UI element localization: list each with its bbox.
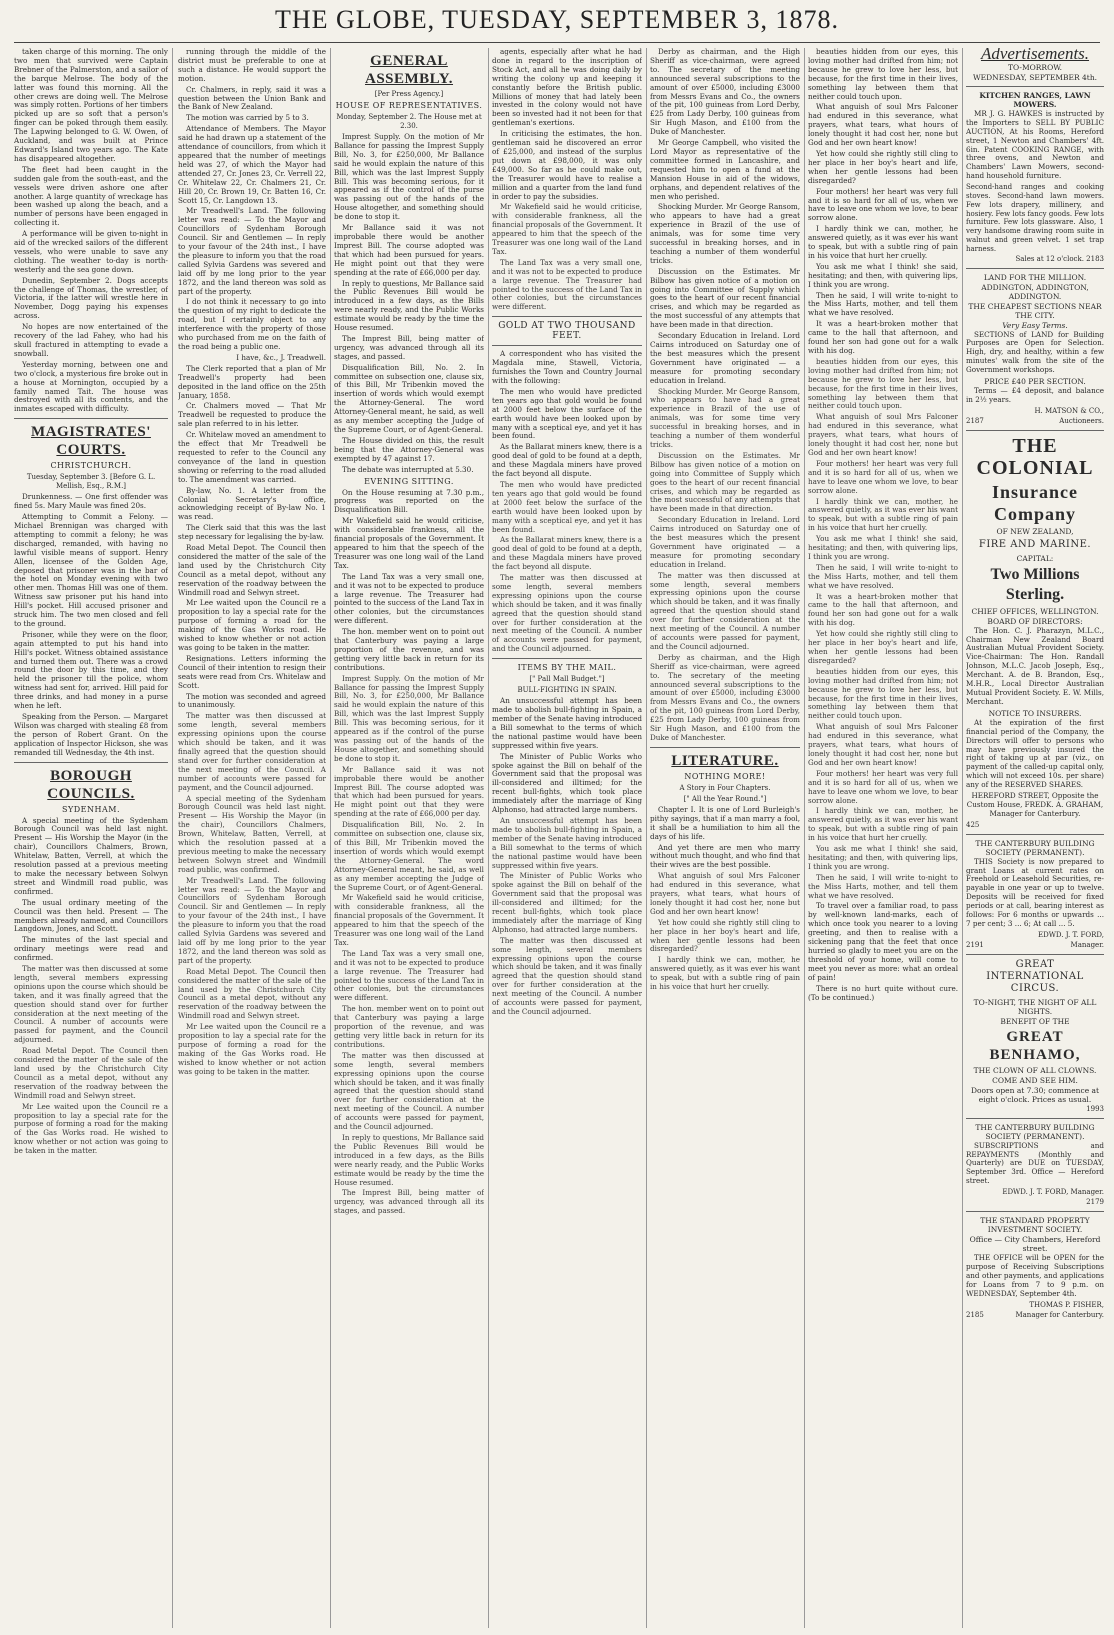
article-paragraph: I do not think it necessary to go into the question of my right to dedicate the road, but I certainly object to any interference with the property of those who purchased from me on the faith of the road being a public one.	[178, 297, 326, 351]
article-paragraph: The motion was carried by 5 to 3.	[186, 113, 309, 123]
article-paragraph: Mr Ballance said it was not improbable there would be another Imprest Bill. The course adopted was that which had been pursued for years. He might point out that they were spending at the rate of £66,000 per day.	[334, 223, 484, 277]
article-paragraph: To travel over a familiar road, to pass by well-known land-marks, each of which once took you nearer to a loving greeting, and then to realise with a sickening pang that the feet that once hurried so gladly to meet you are on the threshold of your home, will come to meet you never as more: what an ordeal of pain!	[808, 901, 958, 982]
circus-benefit: BENEFIT OF THE	[1000, 1016, 1070, 1026]
article-paragraph: Dunedin, September 2. Dogs accepts the challenge of Thomas, the wrestler, of Victoria, if the latter will wrestle here in November, Dogg paying his expenses across.	[14, 275, 168, 321]
ad-rule	[966, 268, 1104, 269]
section-heading-gold: GOLD AT TWO THOUSAND FEET.	[498, 321, 636, 342]
press-credit: [Per Press Agency.]	[374, 90, 444, 98]
ad-title: LAND FOR THE MILLION.	[983, 272, 1087, 282]
ad-agent: EDWD. J. T. FORD, Manager.	[1002, 1188, 1104, 1197]
article-paragraph: The Imprest Bill, being matter of urgency, was advanced through all its stages, and passed.	[334, 333, 484, 361]
ad-rule	[966, 954, 1104, 955]
article-paragraph: The matter was then discussed at some length, several members expressing opinions upon the course which should be taken, and it was finally agreed that the question should stand over for further consideration at the next meeting of the Council. A number of accounts were passed for payment, and the Council adjourned.	[178, 711, 326, 792]
article-paragraph: The matter was then discussed at some length, several members expressing opinions upon the course which should be taken, and it was finally agreed that the question should stand over for further consideration at the next meeting of the Council. A number of accounts were passed for payment, and the Council adjourned.	[14, 964, 168, 1045]
ad-footer	[966, 1311, 1104, 1320]
ad-rule	[966, 1211, 1104, 1212]
ad-title: THE CANTERBURY BUILDING SOCIETY (PERMANENT).	[975, 838, 1095, 857]
ad-title: KITCHEN RANGES, LAWN MOWERS.	[979, 90, 1091, 109]
article-paragraph: It was a heart-broken mother that came to the hall that afternoon, and found her son had gone out for a walk with his dog.	[808, 591, 958, 628]
sitting-meta: Monday, September 2. The House met at 2.30.	[336, 113, 482, 130]
ad-agent: THOMAS P. FISHER,	[1029, 1300, 1104, 1309]
article-paragraph: I hardly think we can, mother, he answered quietly, as it was ever his want to speak, but with a subtle ring of pain in his voice that hurt her cruelly.	[808, 806, 958, 843]
ad-place: ADDINGTON, ADDINGTON, ADDINGTON.	[981, 282, 1089, 301]
section-heading-borough: BOROUGH COUNCILS.	[47, 767, 135, 802]
column-1	[14, 48, 168, 1628]
court-meta: Tuesday, September 3. [Before G. L. Mellish, Esq., R.M.]	[26, 473, 156, 491]
ad-number: 425	[966, 820, 980, 829]
article-paragraph: Prisoner, while they were on the floor, again attempted to put his hand into Hill's pocket. Witness obtained assistance and turned them out. There was a crowd round the door by this time, and they held the prisoner till the police, whom witness had sent for, arrived. Hill paid for three drinks, and had money in a purse when he left.	[14, 629, 168, 711]
ad-rule	[966, 834, 1104, 835]
insurance-kind: FIRE AND MARINE.	[978, 538, 1092, 550]
article-paragraph: By-law, No. 1. A letter from the Colonial Secretary's office, acknowledging receipt of By-law No. 1 was read.	[178, 485, 326, 522]
circus-clown: THE CLOWN OF ALL CLOWNS.	[973, 1065, 1097, 1075]
article-paragraph: The Minister of Public Works who spoke against the Bill on behalf of the Government said that the proposal was ill-considered and illtimed; for the recent bull-fights, which took place immediately after the marriage of King Alphonso, had attracted large numbers.	[492, 751, 642, 815]
circus-name: GREAT BENHAMO,	[989, 1028, 1081, 1063]
article-paragraph: The Clerk reported that a plan of Mr Treadwell's property had been deposited in the land office on the 25th January, 1858.	[178, 363, 326, 400]
ad-number: 2185	[966, 1310, 984, 1319]
article-paragraph: The matter was then discussed at some length, several members expressing opinions upon the course which should be taken, and it was finally agreed that the question should stand over for further consideration at the next meeting of the Council. A number of accounts were passed for payment, and the Council adjourned.	[334, 1050, 484, 1132]
column-rule	[804, 48, 805, 1628]
article-paragraph: agents, especially after what he had done in regard to the inscription of Stock Act, and all he was doing daily by writing the colony up and keeping it constantly before the British public. Millions of money that had lately been invested in the colony would not have been so invested had it not been for that gentleman's exertions.	[492, 48, 642, 128]
article-paragraph: Imprest Supply. On the motion of Mr Ballance for passing the Imprest Supply Bill, No. 3, for £250,000, Mr Ballance said he would explain the nature of this Bill, which was the last Imprest Supply Bill. This was becoming serious, for it appeared as if the control of the purse was passing out of the hands of the House altogether, and something should be done to stop it.	[334, 673, 484, 763]
article-paragraph: What anguish of soul Mrs Falconer had endured in this severance, what prayers, what tears, what hours of lonely thought it had cost her, none but God and her own heart know!	[808, 722, 958, 767]
masthead-rule	[14, 42, 1100, 43]
article-paragraph: You ask me what I think! she said, hesitating; and then, with quivering lips, I think you are wrong.	[808, 844, 958, 871]
article-paragraph: Discussion on the Estimates. Mr Bilbow has given notice of a motion on going into Committee of Supply which goes to the heart of our recent financial crises, and which may be regarded as the most successful of any attempts that have been made in that direction.	[650, 266, 800, 330]
article-paragraph: Cr. Chalmers, in reply, said it was a question between the Union Bank and the Bank of New Zealand.	[178, 84, 326, 112]
article-paragraph: Disqualification Bill, No. 2. In committee on subsection one, clause six, of this Bill, Mr Tribenkin moved the insertion of words which would exempt the Attorney-General. The word Attorney-General meant, he said, as well as any member accepting the Judge of the Supreme Court, or of Agent-General.	[334, 362, 484, 434]
ad-body: MR J. G. HAWKES is instructed by the Importers to SELL BY PUBLIC AUCTION, At his Rooms, Hereford street, 1 Newton and Chambers' 4ft. 6in. Patent COOKING RANGE, with three ovens, and Newton and Chambers' Lawn Mowers, second-hand household furniture.	[966, 108, 1104, 181]
article-paragraph: Imprest Supply. On the motion of Mr Ballance for passing the Imprest Supply Bill, No. 3, for £250,000, Mr Ballance said he would explain the nature of this Bill, which was the last Imprest Supply Bill. This was becoming serious, for it appeared as if the control of the purse was passing out of the hands of the House altogether, and something should be done to stop it.	[334, 132, 484, 222]
circus-doors: Doors open at 7.30; commence at eight o'clock. Prices as usual.	[970, 1085, 1100, 1104]
ad-subtitle: OF NEW ZEALAND,	[996, 526, 1074, 536]
article-paragraph: What anguish of soul Mrs Falconer had endured in this severance, what prayers, what tears, what hours of lonely thought it had cost her, none but God and her own heart know!	[650, 871, 800, 916]
ad-date: WEDNESDAY, SEPTEMBER 4th.	[972, 72, 1098, 82]
section-rule	[492, 345, 642, 346]
article-paragraph: Yet how could she rightly still cling to her place in her boy's heart and life, when her gentle lessons had been disregarded?	[808, 629, 958, 665]
article-paragraph: As the Ballarat miners knew, there is a good deal of gold to be found at a depth, and these Magdala miners have proved the fact beyond all dispute.	[492, 442, 642, 479]
article-paragraph: Mr Wakefield said he would criticise, with considerable frankness, all the financial proposals of the Government. It appeared to him that the speech of the Treasurer was one long wail of the Land Tax.	[492, 202, 642, 256]
article-paragraph: Attempting to Commit a Felony. — Michael Brennigan was charged with attempting to commit a felony; he was discharged, remanded, with having no lawful visible means of support. Henry Allen, licensee of the Golden Age, deposed that prisoner was in the bar of the hotel on Monday evening with two other men. Thomas Hill was one of them. Witness saw prisoner put his hand into Hill's pocket. Hill accused prisoner and struck him. The two men closed and fell to the ground.	[14, 512, 168, 628]
article-paragraph: On the House resuming at 7.30 p.m., progress was reported on the Disqualification Bill.	[334, 487, 484, 515]
column-4	[492, 48, 642, 1628]
notice-heading: NOTICE TO INSURERS.	[988, 708, 1082, 718]
article-paragraph: The usual ordinary meeting of the Council was then held. Present — The members already named, and Councillors Langdown, Jones, and Scott.	[14, 897, 168, 934]
article-paragraph: What anguish of soul Mrs Falconer had endured in this severance, what prayers, what tears, what hours of lonely thought it had cost her, none but God and her own heart know!	[808, 412, 958, 457]
article-paragraph: Road Metal Depot. The Council then considered the matter of the sale of the land used by the Christchurch City Council as a metal depot, without any reservation of the roadway between the Windmill road and Selwyn street.	[178, 966, 326, 1021]
column-6	[808, 48, 958, 1628]
ad-rule	[966, 86, 1104, 87]
article-paragraph: I hardly think we can, mother, he answered quietly, as it was ever his want to speak, but with a subtle ring of pain in his voice that hurt her cruelly.	[808, 224, 958, 260]
article-paragraph: Cr. Chalmers moved — That Mr Treadwell be requested to produce the sale plan referred to in his letter.	[178, 401, 326, 429]
ad-title: THE CANTERBURY BUILDING SOCIETY (PERMANENT).	[975, 1122, 1095, 1141]
column-rule	[962, 48, 963, 1628]
article-paragraph: The Imprest Bill, being matter of urgency, was advanced through all its stages, and passed.	[334, 1188, 484, 1216]
article-paragraph: Road Metal Depot. The Council then considered the matter of the sale of the land used by the Christchurch City Council as a metal depot, without any reservation of the roadway between the Windmill road and Selwyn street.	[14, 1046, 168, 1100]
ad-role: Auctioneers.	[1059, 416, 1104, 425]
article-paragraph: Then he said, I will write to-night to the Miss Harts, mother, and tell them what we have resolved.	[808, 562, 958, 590]
article-paragraph: Then he said, I will write to-night to the Miss Harts, mother, and tell them what we have resolved.	[808, 290, 958, 318]
article-paragraph: The minutes of the last special and ordinary meetings were read and confirmed.	[14, 935, 168, 963]
article-paragraph: beauties hidden from our eyes, this loving mother had drifted from him; not because he grew to love her less, but because, for the first time in their lives, something lay between them that neither could touch upon.	[808, 48, 958, 101]
article-paragraph: The men who would have predicted ten years ago that gold would be found at 2000 feet below the surface of the earth would have been looked upon by many with a sceptical eye, and yet it has been found.	[492, 479, 642, 534]
section-subheading: CHRISTCHURCH.	[50, 461, 132, 471]
insurance-title: THE COLONIAL	[976, 434, 1094, 479]
article-paragraph: Drunkenness. — One first offender was fined 5s. Mary Maule was fined 20s.	[14, 492, 168, 511]
ad-body: SUBSCRIPTIONS and REPAYMENTS (Monthly and Quarterly) are DUE on TUESDAY, September 3rd. Office — Hereford street.	[966, 1140, 1104, 1186]
article-paragraph: Derby as chairman, and the High Sheriff as vice-chairman, were agreed to. The secretary of the meeting announced several subscriptions to the amount of over £5000, including £3000 from Messrs Evans and Co., the owners of the pit, 100 guineas from Lord Derby, £25 from Lady Derby, 100 guineas from Sir Hugh Mason, and £100 from the Duke of Manchester.	[650, 652, 800, 742]
article-paragraph: In reply to questions, Mr Ballance said the Public Revenues Bill would be introduced in a few days, as the Bills were nearly ready, and the Public Works estimate would be ready by the time the House resumed.	[334, 278, 484, 333]
section-heading-literature: LITERATURE.	[671, 752, 779, 769]
article-paragraph: Four mothers! her heart was very full and it is so hard for all of us, when we have to leave one whom we love, to bear sorrow alone.	[808, 186, 958, 223]
story-title: NOTHING MORE!	[684, 771, 766, 781]
article-paragraph: Mr Wakefield said he would criticise, with considerable frankness, all the financial proposals of the Government. It appeared to him that the speech of the Treasurer was one long wail of the Land Tax.	[334, 516, 484, 570]
article-paragraph: beauties hidden from our eyes, this loving mother had drifted from him; not because he grew to love her less, but because, for the first time in their lives, something lay between them that neither could touch upon.	[808, 666, 958, 721]
article-paragraph: taken charge of this morning. The only two men that survived were Captain Brebner of the Palmerston, and a sailor of the barque Melrose. The body of the latter was found this morning. All the other crews are doing well. The Melrose was simply rotten. Portions of her timbers picked up are so soft that a person's finger can be poked through them easily. The Lapwing belonged to G. W. Owen, of Auckland, and was built at Prince Edward's Island two years ago. The Kate has disappeared altogether.	[14, 48, 168, 163]
section-subheading: SYDENHAM.	[61, 804, 120, 814]
article-paragraph: beauties hidden from our eyes, this loving mother had drifted from him; not because he grew to love her less, but because, for the first time in their lives, something lay between them that neither could touch upon.	[808, 356, 958, 411]
advertisements-heading: Advertisements.	[980, 48, 1090, 63]
ad-subtitle: Office — City Chambers, Hereford street.	[969, 1234, 1101, 1253]
article-paragraph: Mr Lee waited upon the Council re a proposition to lay a special rate for the purpose of forming a road for the making of the Gas Works road. He wished to know whether or not action was going to be taken in the matter.	[178, 1022, 326, 1076]
circus-tonight: TO-NIGHT, THE NIGHT OF ALL NIGHTS.	[973, 997, 1097, 1016]
section-heading-assembly: GENERAL ASSEMBLY.	[364, 53, 454, 87]
article-paragraph: Attendance of Members. The Mayor said he had drawn up a statement of the attendance of councillors, from which it appeared that the number of meetings held was 27, of which the Mayor had attended 27, Cr. Jones 23, Cr. Verrell 22, Cr. Whitelaw 22, Cr. Chalmers 21, Cr. Hill 20, Cr. Brown 19, Cr. Batten 16, Cr. Scott 15, Cr. Langdown 13.	[178, 124, 326, 205]
column-rule	[330, 48, 331, 1628]
article-paragraph: Speaking from the Person. — Margaret Wilson was charged with stealing £8 from the person of Robert Grant. On the application of Inspector Hickson, she was remanded till Wednesday, the 4th inst.	[14, 712, 168, 757]
story-meta: A Story in Four Chapters.	[679, 783, 771, 792]
ad-rule	[966, 430, 1104, 431]
article-paragraph: As the Ballarat miners knew, there is a good deal of gold to be found at a depth, and these Magdala miners have proved the fact beyond all dispute.	[492, 535, 642, 572]
article-paragraph: In criticising the estimates, the hon. gentleman said he discovered an error of £25,000, and instead of the surplus put down at £98,000, it was only £49,000. So far as he could make out, the Treasurer would have to realise a million and a quarter from the land fund in order to pay the subsidies.	[492, 129, 642, 201]
article-paragraph: Shocking Murder. Mr George Ransom, who appears to have had a great experience in Brazil of the use of animals, was for some time very successful in breaking horses, and in teaching a number of them wonderful tricks.	[650, 386, 800, 449]
ad-body: THE OFFICE will be OPEN for the purpose of Receiving Subscriptions and other payments, and applications for Loans from 7 to 9 p.m. on WEDNESDAY, September 4th.	[966, 1252, 1104, 1298]
article-paragraph: You ask me what I think! she said, hesitating; and then, with quivering lips, I think you are wrong.	[808, 534, 958, 561]
article-paragraph: The motion was seconded and agreed to unanimously.	[178, 691, 326, 710]
section-rule	[14, 418, 168, 419]
masthead: THE GLOBE, TUESDAY, SEPTEMBER 3, 1878.	[274, 5, 840, 34]
article-paragraph: Mr Lee waited upon the Council re a proposition to lay a special rate for the purpose of forming a road for the making of the Gas Works road. He wished to know whether or not action was going to be taken in the matter.	[14, 1101, 168, 1156]
article-paragraph: You ask me what I think! she said, hesitating; and then, with quivering lips, I think you are wrong.	[808, 261, 958, 289]
ad-price: PRICE £40 PER SECTION.	[984, 377, 1086, 387]
article-paragraph: What anguish of soul Mrs Falconer had endured in this severance, what prayers, what tears, what hours of lonely thought it had cost her, none but God and her own heart know!	[808, 102, 958, 148]
article-paragraph: No hopes are now entertained of the recovery of the lad Fahey, who had his skull fractured in attempting to evade a snowball.	[14, 322, 168, 358]
ad-number: 2179	[1086, 1198, 1104, 1207]
article-paragraph: Yet how could she rightly still cling to her place in her boy's heart and life, when her gentle lessons had been disregarded?	[808, 148, 958, 185]
article-paragraph: The matter was then discussed at some length, several members expressing opinions upon the course which should be taken, and it was finally agreed that the question should stand over for further consideration at the next meeting of the Council. A number of accounts were passed for payment, and the Council adjourned.	[650, 570, 800, 651]
article-paragraph: An unsuccessful attempt has been made to abolish bull-fighting in Spain, a member of the Senate having introduced a Bill somewhat to the terms of which the national pastime would have been suppressed within five years.	[492, 815, 642, 870]
section-heading-magistrates: MAGISTRATES' COURTS.	[31, 424, 151, 459]
column-rule	[488, 48, 489, 1628]
ad-title: THE STANDARD PROPERTY INVESTMENT SOCIETY.	[980, 1215, 1090, 1234]
column-5	[650, 48, 800, 1628]
article-paragraph: The matter was then discussed at some length, several members expressing opinions upon the course which should be taken, and it was finally agreed that the question should stand over for further consideration at the next meeting of the Council. A number of accounts were passed for payment, and the Council adjourned.	[492, 935, 642, 1016]
article-paragraph: The Land Tax was a very small one, and it was not to be expected to produce a large revenue. The Treasurer had pointed to the success of the Land Tax in other colonies, but the circumstances were different.	[334, 571, 484, 626]
ad-list: Second-hand ranges and cooking stoves. Second-hand lawn mowers. Few lots drapery, millinery, and hosiery. Few lots fancy goods. Few lots furniture. Few lots glassware. Also, 1 very handsome drawing room suite in walnut and green velvet. 1 set trap harness.	[966, 183, 1104, 253]
column-2	[178, 48, 326, 1628]
article-paragraph: An unsuccessful attempt has been made to abolish bull-fighting in Spain, a member of the Senate having introduced a Bill somewhat to the terms of which the national pastime would have been suppressed within five years.	[492, 696, 642, 750]
article-paragraph: Mr Lee waited upon the Council re a proposition to lay a special rate for the purpose of forming a road for the making of the Gas Works road. He wished to know whether or not action was going to be taken in the matter.	[178, 598, 326, 652]
article-paragraph: A correspondent who has visited the Magdala mine, Stawell, Victoria, furnishes the Town and Country Journal with the following:	[492, 349, 642, 385]
circus-come: COME AND SEE HIM.	[992, 1075, 1078, 1085]
ad-number: 1993	[1086, 1104, 1104, 1113]
section-subheading: HOUSE OF REPRESENTATIVES.	[335, 101, 483, 110]
ad-body: Terms — £4 deposit, and balance in 2½ years.	[966, 386, 1104, 404]
article-paragraph: A special meeting of the Sydenham Borough Council was held last night. Present — His Worship the Mayor (in the chair), Councillors Chalmers, Brown, Whitelaw, Batten, Verrell, at which the resolution passed at a previous meeting to make the necessary between Solwyn street and Windmill road public, was confirmed.	[178, 793, 326, 874]
circus-title: GREAT INTERNATIONAL CIRCUS.	[986, 958, 1084, 994]
article-paragraph: Shocking Murder. Mr George Ransom, who appears to have had a great experience in Brazil of the use of animals, was for some time very successful in breaking horses, and in teaching a number of them wonderful tricks.	[650, 202, 800, 265]
ad-number: 2191	[966, 940, 984, 949]
article-paragraph: I hardly think we can, mother, he answered quietly, as it was ever his want to speak, but with a subtle ring of pain in his voice that hurt her cruelly.	[650, 955, 800, 992]
ad-footer	[966, 941, 1104, 950]
article-paragraph: Derby as chairman, and the High Sheriff as vice-chairman, were agreed to. The secretary of the meeting announced several subscriptions to the amount of over £5000, including £3000 from Messrs Evans and Co., the owners of the pit, 100 guineas from Lord Derby, £25 from Lady Derby, 100 guineas from Sir Hugh Mason, and £100 from the Duke of Manchester.	[650, 48, 800, 137]
article-paragraph: Mr George Campbell, who visited the Lord Mayor as representative of the committee formed in Lancashire, and requested him to open a fund at the Mansion House in aid of the widows, orphans, and dependent relatives of the men who perished.	[650, 138, 800, 201]
article-paragraph: The matter was then discussed at some length, several members expressing opinions upon the course which should be taken, and it was finally agreed that the question should stand over for further consideration at the next meeting of the Council. A number of accounts were passed for payment, and the Council adjourned.	[492, 573, 642, 654]
article-paragraph: In reply to questions, Mr Ballance said the Public Revenues Bill would be introduced in a few days, as the Bills were nearly ready, and the Public Works estimate would be ready by the time the House resumed.	[334, 1132, 484, 1187]
article-paragraph: Mr Wakefield said he would criticise, with considerable frankness, all the financial proposals of the Government. It appeared to him that the speech of the Treasurer was one long wail of the Land Tax.	[334, 893, 484, 947]
ad-agent: H. MATSON & CO.,	[1034, 406, 1104, 415]
article-paragraph: The Land Tax was a very small one, and it was not to be expected to produce a large revenue. The Treasurer had pointed to the success of the Land Tax in other colonies, but the circumstances were different.	[334, 948, 484, 1003]
ad-body: At the expiration of the first financial period of the Company, the Directors will offer to persons who may have previously insured the right of taking up at par (viz., on payment of the called-up capital only, which will not exceed 10s. per share) any of the RESERVED SHARES.	[966, 717, 1104, 790]
article-paragraph: I hardly think we can, mother, he answered quietly, as it was ever his want to speak, but with a subtle ring of pain in his voice that hurt her cruelly.	[808, 496, 958, 533]
column-rule	[172, 48, 173, 1628]
ad-footer	[966, 417, 1104, 426]
insurance-title: Insurance Company	[991, 481, 1078, 524]
article-paragraph: The Land Tax was a very small one, and it was not to be expected to produce a large revenue. The Treasurer had pointed to the success of the Land Tax in other colonies, but the circumstances were different.	[492, 257, 642, 312]
ad-number: 2183	[1086, 254, 1104, 263]
article-paragraph: The Clerk said that this was the last step necessary for legalising the by-law.	[178, 523, 326, 542]
ad-footer	[966, 255, 1104, 264]
ad-sale-time: Sales at 12 o'clock.	[1015, 254, 1084, 263]
article-paragraph: The debate was interrupted at 5.30.	[342, 464, 474, 474]
ad-body: HEREFORD STREET, Opposite the Custom House, FREDK. A. GRAHAM, Manager for Canterbury.	[966, 791, 1104, 818]
article-paragraph: The fleet had been caught in the sudden gale from the south-east, and the vessels were driven ashore one after another. A large quantity of wreckage has been washed up along the beach, and a number of persons have been engaged in collecting it.	[14, 164, 168, 228]
ad-terms: Very Easy Terms.	[1002, 320, 1068, 330]
ad-subtitle: THE CHEAPEST SECTIONS NEAR THE CITY.	[968, 301, 1102, 320]
press-credit: [" Pall Mall Budget."]	[529, 675, 605, 684]
article-paragraph: A performance will be given to-night in aid of the wrecked sailors of the different vessels, who were unable to save any clothing. The weather to-day is north-westerly and the sea gone down.	[14, 229, 168, 274]
article-paragraph: Discussion on the Estimates. Mr Bilbow has given notice of a motion on going into Committee of Supply which goes to the heart of our recent financial crises, and which may be regarded as the most successful of any attempts that have been made in that direction.	[650, 450, 800, 514]
section-subheading: EVENING SITTING.	[364, 476, 454, 486]
article-paragraph: Resignations. Letters informing the Council of their intention to resign their seats were read from Crs. Whitelaw and Scott.	[178, 653, 326, 690]
article-paragraph: And yet there are men who marry without much thought, and who find that their wives are the best possible.	[650, 842, 800, 870]
ad-agent: EDWD. J. T. FORD,	[1038, 930, 1104, 939]
ad-body: SECTIONS of LAND for Building Purposes are Open for Selection. High, dry, and healthy, within a few minutes' walk from the site of the Government workshops.	[966, 329, 1104, 375]
article-paragraph: The House divided on this, the result being that the Attorney-General was exempted by 47 against 17.	[334, 435, 484, 463]
board-heading: BOARD OF DIRECTORS:	[987, 616, 1083, 626]
article-paragraph: Cr. Whitelaw moved an amendment to the effect that Mr Treadwell be requested to refer to the Council any conveyance of the land in question showing or referring to the road alluded to. The amendment was carried.	[178, 430, 326, 484]
ad-role: Manager.	[1070, 940, 1104, 949]
article-paragraph: Yet how could she rightly still cling to her place in her boy's heart and life, when her gentle lessons had been disregarded?	[650, 917, 800, 954]
article-paragraph: Secondary Education in Ireland. Lord Cairns introduced on Saturday one of the best measures which the present Government have originated — a measure for promoting secondary education in Ireland.	[650, 515, 800, 569]
article-paragraph: Disqualification Bill, No. 2. In committee on subsection one, clause six, of this Bill, Mr Tribenkin moved the insertion of words which would exempt the Attorney-General. The word Attorney-General meant, he said, as well as any member accepting the Judge of the Supreme Court, or of Agent-General.	[334, 820, 484, 892]
capital-amount: Two Millions Sterling.	[990, 565, 1080, 603]
article-paragraph: Mr Ballance said it was not improbable there would be another Imprest Bill. The course adopted was that which had been pursued for years. He might point out that they were spending at the rate of £66,000 per day.	[334, 764, 484, 819]
article-paragraph: The Minister of Public Works who spoke against the Bill on behalf of the Government said that the proposal was ill-considered and illtimed; for the recent bull-fights, which took place immediately after the marriage of King Alphonso, had attracted large numbers.	[492, 871, 642, 934]
article-paragraph: Road Metal Depot. The Council then considered the matter of the sale of the land used by the Christchurch City Council as a metal depot, without any reservation of the roadway between the Windmill road and Selwyn street.	[178, 543, 326, 597]
article-paragraph: It was a heart-broken mother that came to the hall that afternoon, and found her son had gone out for a walk with his dog.	[808, 319, 958, 355]
section-heading-items: ITEMS BY THE MAIL.	[517, 663, 617, 673]
article-paragraph: Then he said, I will write to-night to the Miss Harts, mother, and tell them what we have resolved.	[808, 872, 958, 900]
section-rule	[492, 658, 642, 659]
article-paragraph: Secondary Education in Ireland. Lord Cairns introduced on Saturday one of the best measures which the present Government have originated — a measure for promoting secondary education in Ireland.	[650, 331, 800, 385]
ad-rule	[966, 1118, 1104, 1119]
article-paragraph: running through the middle of the district must be preferable to one at such a distance. He would support the motion.	[178, 48, 326, 83]
article-paragraph: The hon. member went on to point out that Canterbury was paying a large proportion of the revenue, and was getting very little back in return for its contributions.	[334, 1004, 484, 1049]
ad-number: 2187	[966, 416, 984, 425]
section-rule	[650, 747, 800, 748]
article-paragraph: Four mothers! her heart was very full and it is so hard for all of us, when we have to leave one whom we love, to bear sorrow alone.	[808, 458, 958, 495]
article-paragraph: There is no hurt quite without cure. (To be continued.)	[808, 983, 958, 1002]
ad-body: The Hon. C. J. Pharazyn, M.L.C., Chairman New Zealand Board Australian Mutual Provident Society. Vice-Chairman: The Hon. Randall Johnson, M.L.C. Jacob Joseph, Esq., Merchant. A. de B. Brandon, Esq., M.H.R., Local Director Australian Mutual Provident Society. E. W. Mills, Merchant.	[966, 625, 1104, 706]
ad-body: THIS Society is now prepared to grant Loans at current rates on Freehold or Leasehold Securities, re-payable in one year or up to twelve. Deposits will be received for fixed periods or at call, bearing interest as follows: For 6 months or upwards ... 7 per cent; 3 ... 6; At call ... 5.	[966, 856, 1104, 928]
article-paragraph: I have, &c., J. Treadwell.	[236, 352, 326, 362]
article-paragraph: Chapter I. It is one of Lord Burleigh's pithy sayings, that if a man marry a fool, it shall be a humiliation to him all the days of his life.	[650, 804, 800, 841]
article-paragraph: The hon. member went on to point out that Canterbury was paying a large proportion of the revenue, and was getting very little back in return for its contributions.	[334, 627, 484, 672]
section-subheading: BULL-FIGHTING IN SPAIN.	[517, 686, 617, 695]
section-rule	[14, 762, 168, 763]
article-paragraph: Yesterday morning, between one and two o'clock, a mysterious fire broke out in a house at Mornington, occupied by a family named Tait. The house was destroyed with all its contents, and the inmates escaped with difficulty.	[14, 359, 168, 414]
capital-label: CAPITAL:	[1016, 553, 1054, 563]
offices: CHIEF OFFICES, WELLINGTON.	[971, 606, 1099, 616]
ad-date: TO-MORROW.	[1007, 62, 1062, 72]
article-paragraph: A special meeting of the Sydenham Borough Council was held last night. Present — His Worship the Mayor (in the chair), Councillors Chalmers, Brown, Whitelaw, Batten, Verrell, at which the resolution passed at a previous meeting to make the necessary between Solwyn street and Windmill road public, was confirmed.	[14, 815, 168, 896]
column-rule	[646, 48, 647, 1628]
column-7-advertisements	[966, 48, 1104, 1628]
article-paragraph: Four mothers! her heart was very full and it is so hard for all of us, when we have to leave one whom we love, to bear sorrow alone.	[808, 768, 958, 805]
press-credit: [" All the Year Round."]	[683, 794, 767, 803]
ad-role: Manager for Canterbury.	[1015, 1310, 1104, 1319]
article-paragraph: Mr Treadwell's Land. The following letter was read: — To the Mayor and Councillors of Sydenham Borough Council. Sir and Gentlemen — In reply to your favour of the 24th inst., I have the pleasure to inform you that the road called Sylvia Gardens was severed and laid off by me long prior to the year 1872, and the land thereon was sold as part of the property.	[178, 875, 326, 965]
section-rule	[492, 316, 642, 317]
article-paragraph: The men who would have predicted ten years ago that gold would be found at 2000 feet below the surface of the earth would have been looked upon by many with a sceptical eye, and yet it has been found.	[492, 386, 642, 441]
column-3	[334, 48, 484, 1628]
article-paragraph: Mr Treadwell's Land. The following letter was read: — To the Mayor and Councillors of Sydenham Borough Council. Sir and Gentlemen — In reply to your favour of the 24th inst., I have the pleasure to inform you that the road called Sylvia Gardens was severed and laid off by me long prior to the year 1872, and the land thereon was sold as part of the property.	[178, 206, 326, 296]
